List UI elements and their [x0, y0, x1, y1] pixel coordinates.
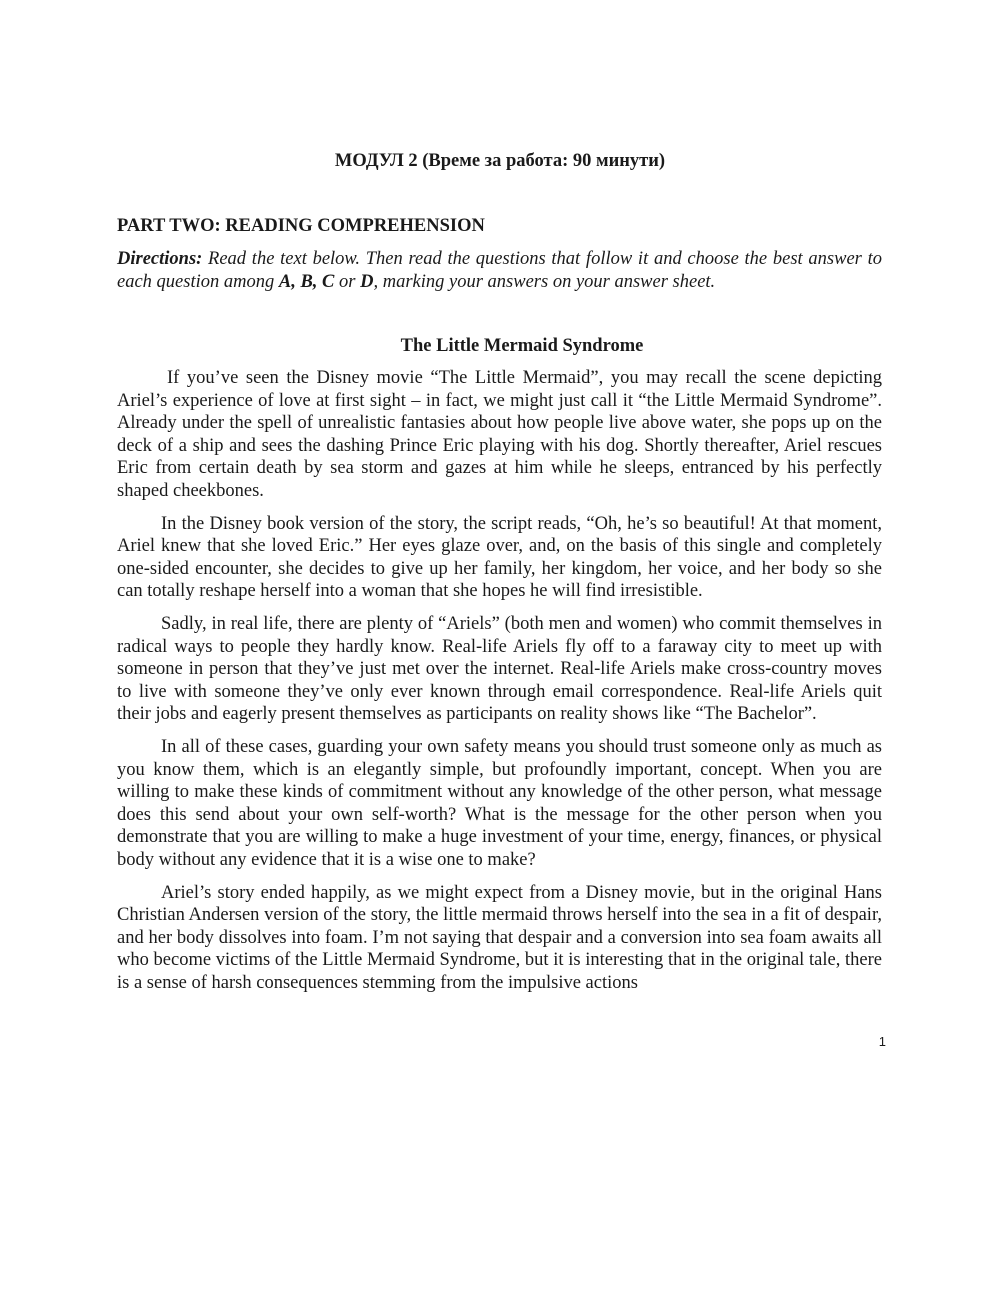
directions — [117, 248, 882, 293]
module-title: МОДУЛ 2 (Време за работа: 90 минути) — [334, 151, 666, 171]
article-paragraph-4: In all of these cases, guarding your own safety means you should trust someone only as much as you know them, which is an elegantly simple, but profoundly important, concept. When you are willing to make these kinds of commitment without any knowledge of the other person, what message does this send about your own self-worth? What is the message for the other person when you demonstrate that you are willing to make a huge investment of your time, energy, finances, or physical body without any evidence that it is a wise one to make? — [117, 737, 882, 870]
article-paragraph-2: In the Disney book version of the story, the script reads, “Oh, he’s so beautiful! At that moment, Ariel knew that she loved Eric.” Her eyes glaze over, and, on the basis of this single and completely one-sided encounter, she decides to give up her family, her kingdom, her voice, and her body so she can totally reshape herself into a woman that she hopes he will find irresistible. — [117, 513, 882, 601]
article-paragraph-5: Ariel’s story ended happily, as we might expect from a Disney movie, but in the original Hans Christian Andersen version of the story, the little mermaid throws herself into the sea in a fit of despair, and her body dissolves into foam. I’m not saying that despair and a conversion into sea foam awaits all who become victims of the Little Mermaid Syndrome, but it is interesting that in the original tale, there is a sense of harsh consequences stemming from the impulsive actions — [117, 882, 882, 993]
article-paragraph-3: Sadly, in real life, there are plenty of “Ariels” (both men and women) who commit themselves in radical ways to people they hardly know. Real-life Ariels fly off to a faraway city to meet up with someone in person that they’ve just met over the internet. Real-life Ariels make cross-country moves to live with someone they’ve only ever known through email correspondence. Real-life Ariels quit their jobs and eagerly present themselves as participants on reality shows like “The Bachelor”. — [117, 614, 882, 724]
directions-label: Directions: — [117, 249, 203, 269]
page-number: 1 — [878, 1034, 886, 1049]
part-heading: PART TWO: READING COMPREHENSION — [117, 216, 485, 236]
directions-text-1: Read the text below. Then read the questions that follow it and choose the best answer to each question among — [117, 249, 882, 292]
article-paragraph-1: If you’ve seen the Disney movie “The Little Mermaid”, you may recall the scene depicting Ariel’s experience of love at first sight – in fact, we might just call it “the Little Mermaid Syndrome”. Already under the spell of unrealistic fantasies about how people live above water, she pops up on the deck of a ship and sees the dashing Prince Eric playing with his dog. Shortly thereafter, Ariel rescues Eric from certain death by sea storm and gazes at him while he sleeps, entranced by his perfectly shaped cheekbones. — [117, 368, 882, 501]
option-d: D — [360, 271, 374, 292]
directions-text-2: , marking your answers on your answer sheet. — [373, 271, 716, 292]
directions-or: or — [334, 271, 361, 292]
article-body — [117, 367, 882, 1005]
option-a-b-c: A, B, C — [278, 271, 335, 292]
article-title: The Little Mermaid Syndrome — [400, 336, 644, 356]
